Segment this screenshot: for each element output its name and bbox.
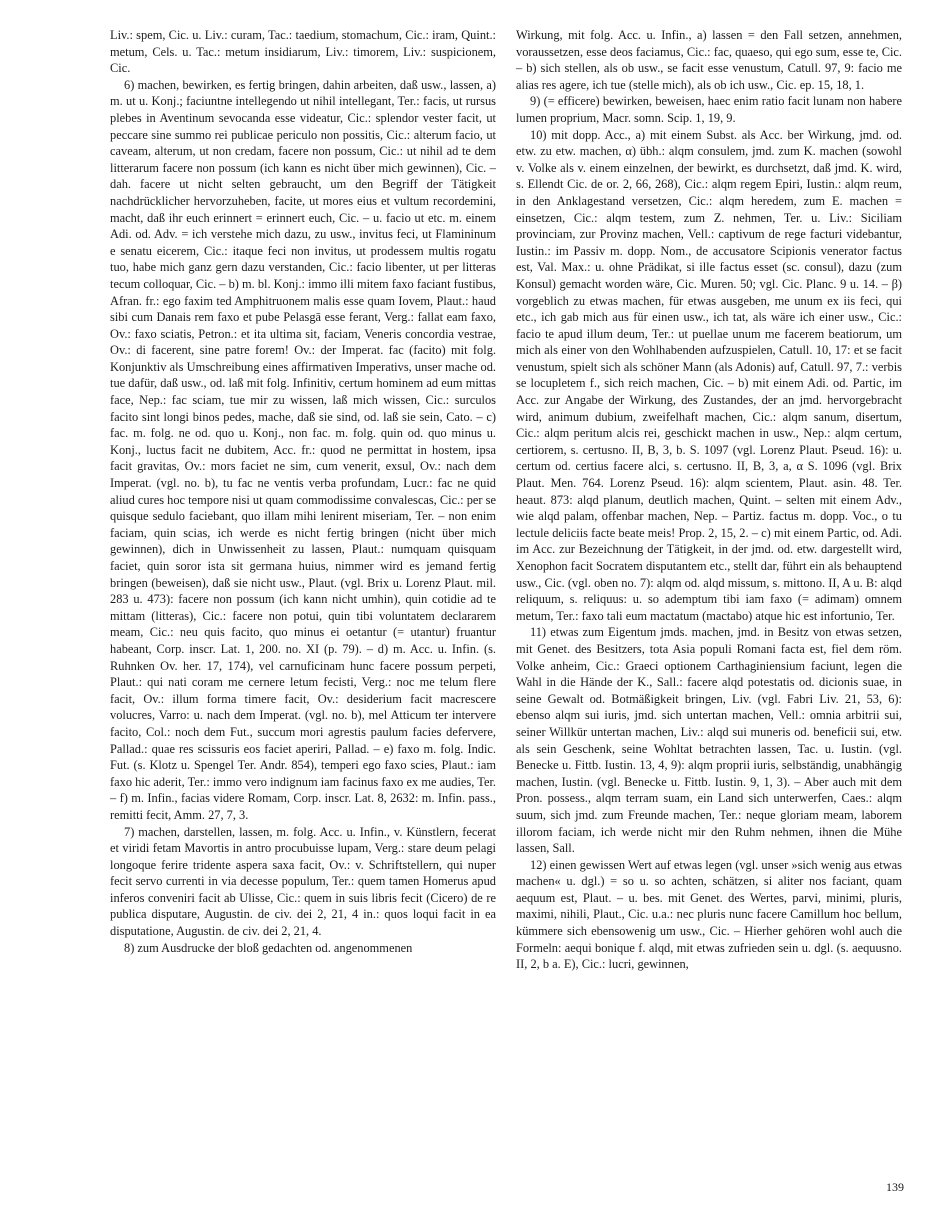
left-column bbox=[110, 27, 496, 956]
paragraph: 12) einen gewissen Wert auf etwas legen (vgl. unser »sich wenig aus etwas machen« u. dgl.) = so u. so achten, schätzen, si aliter nos faciant, quam aequum est, Plaut. – u. bes. mit Genet. des Wertes, parvi, minimi, pluris, maximi, nihili, Plaut., Cic. u.a.: nec pluris nunc facere Camillum hoc bellum, kümmere sich ebensowenig um usw., Cic. – Hierher gehören wohl auch die Formeln: aequi bonique f. alqd, mit etwas zufrieden sein u. dgl. (s. aequusno. II, 2, b a. E), Cic.: lucri, gewinnen, bbox=[516, 857, 902, 972]
paragraph: 8) zum Ausdrucke der bloß gedachten od. angenommenen bbox=[124, 940, 413, 955]
paragraph: 7) machen, darstellen, lassen, m. folg. Acc. u. Infin., v. Künstlern, fecerat et viridi fetam Mavortis in antro procubuisse lupam, Verg.: stare deum pelagi longoque ferire tridente aspera saxa facit, Ov.: v. Schriftstellern, qui nuper fecit servo currenti in via decesse populum, Ter.: quem tamen Homerus apud inferos conveniri facit ab Ulisse, Cic.: quem in suis libris fecit (Cicero) de re publica disputare, Augustin. de civ. dei 2, 21, 4 in.: quos loqui facit in ea disputatione, Augustin. de civ. dei 2, 21, 4. bbox=[110, 824, 496, 939]
paragraph: 6) machen, bewirken, es fertig bringen, dahin arbeiten, daß usw., lassen, a) m. ut u. Konj.; faciuntne intellegendo ut nihil intellegant, Ter.: facis, ut rursus plebes in Aventinum sevocanda esse videatur, Cic.: splendor vester facit, ut peccare sine summo rei publicae periculo non possitis, Cic.: alterum facio, ut caveam, alterum, ut non credam, facere non possum, Cic.: ut nihil ad te dem litterarum facere non possum (ich kann es nicht über mich gewinnen), Cic. – dah. facere ut nicht selten gebraucht, um den Begriff der Tätigkeit nachdrücklicher hervorzuheben, facite, ut mores eius et vultum recordemini, macht, daß ihr euch erinnert = erinnert euch, Cic. – u. facio ut etc. m. einem Adi. od. Adv. = ich verstehe mich dazu, zu usw., invitus feci, ut Flamininum e senatu eicerem, Cic.: itaque feci non invitus, ut prodessem multis rogatu tuo, habe mich ganz gern dazu verstanden, Cic.: facio libenter, ut per litteras tecum colloquar, Cic. – b) m. bl. Konj.: immo illi mitem faxo faciant fustibus, Afran. fr.: ego faxim ted Amphitruonem malis esse quam Iovem, Plaut.: haud sibi cum Danais rem faxo et pube Pelasgā esse ferant, Verg.: fallat eam faxo, Ov.: faxo sciatis, Petron.: et ita ultima sit, faciam, Veneris concordia vestrae, Ov.: di facerent, sine patre forem! Ov.: der Imperat. fac (facito) mit folg. Konjunktiv als Umschreibung eines affirmativen Imperativs, unser mache od. tue dafür, daß usw., od. laß mit folg. Infinitiv, certum hominem ad eum mittas face, Nep.: fac sciam, tue mir zu wissen, laß mich wissen, Cic.: surculos facito sint longi binos pedes, mache, daß sie sind, od. laß sie sein, Cato. – c) fac. m. folg. ne od. quo u. Konj., non fac. m. folg. quin od. quo minus u. Konj., luctus facit ne dubitem, Acc. fr.: quod ne permittat in hostem, ipsa facit gravitas, Ov.: mors faciet ne sim, cum venerit, exsul, Ov.: nach dem Imperat. (vgl. no. b), tu fac ne ventis verba profundam, Lucr.: fac ne quid aliud cures hoc tempore nisi ut quam commodissime convalescas, Cic.: per se quisque sedulo faciebant, quo illam mihi lenirent miseriam, Ter. – non enim faciam, quin scias, ich werde es nicht fertig bringen (nicht über mich gewinnen), dich in Unwissenheit zu lassen, Plaut.: numquam quisquam faciet, quin soror ista sit germana huius, nimmer wird es jemand fertig bringen (beweisen), daß sie nicht usw., Plaut. (vgl. Brix u. Lorenz Plaut. mil. 283 u. 473): facere non possum (ich kann nicht umhin), quin cotidie ad te mittam (litteras), Cic.: facere non potui, quin tibi voluntatem declararem meam, Cic.: neu quis facito, quo minus ei oetantur (= utantur) fruantur habeant, Corp. inscr. Lat. 1, 200. no. XI (p. 79). – d) m. Acc. u. Infin. (s. Ruhnken Ov. her. 17, 174), vel carnuficinam hunc facere possum perpeti, Plaut.: qui nati coram me cernere letum fecisti, Verg.: noc me telum flere facit, Ov.: illum forma timere facit, Ov.: desiderium facit macrescere volucres, Varro: u. nach dem Imperat. (vgl. no. b), mel Atticum ter intervere facito, Col.: noch dem Fut., succum mori agrestis paulum facies defervere, Pallad.: quae res scissuris eos faciet aperiri, Pallad. – e) faxo m. folg. Indic. Fut. (s. Klotz u. Spengel Ter. Andr. 854), temperi ego faxo scies, Plaut.: iam faxo hic aderit, Ter.: immo vero indignum iam facinus faxo ex me audies, Ter. – f) m. Infin., facias videre Romam, Corp. inscr. Lat. 8, 2632: m. Infin. pass., remitti fecit, Amm. 27, 7, 3. bbox=[110, 77, 496, 822]
page-number: 139 bbox=[886, 1180, 904, 1194]
paragraph: 10) mit dopp. Acc., a) mit einem Subst. als Acc. ber Wirkung, jmd. od. etw. zu etw. machen, α) übh.: alqm consulem, jmd. zum K. machen (sowohl v. Volke als v. einem einzelnen, der bewirkt, es durchsetzt, daß jmd. K. wird, s. Ellendt Cic. de or. 2, 66, 268), Cic.: alqm regem Epiri, Iustin.: alqm reum, in den Anklagestand versetzen, Cic.: alqm heredem, zum E. machen = einsetzen, Cic.: alqm testem, zum Z. nehmen, Ter. u. Liv.: Siciliam provinciam, zur Provinz machen, Vell.: captivum de rege facturi videbantur, Iustin.: im Passiv m. dopp. Nom., de accusatore Scipionis venerator factus est, Val. Max.: u. ohne Prädikat, si ille factus esset (sc. consul), dazu (zum Konsul) gemacht worden wäre, Cic. Muren. 50; vgl. Cic. Planc. 9 u. 14. – β) vorgeblich zu etwas machen, für etwas ausgeben, me unum ex iis feci, qui etc., ich gab mich aus für einen usw., ich tat, als wäre ich einer usw., Cic.: facio te apud illum deum, Ter.: ut puellae unum me facerem beatiorum, um mich als einer von den Wohlhabenden aufzuspielen, Catull. 10, 17: et se facit venustum, spielt sich als schöner Mann (als Adonis) auf, Catull. 97, 7.: verbis se locupletem f., sich reich machen, Cic. – b) mit einem Adi. od. Partic, im Acc. zur Angabe der Wirkung, des Zustandes, der an jmd. hervorgebracht wird, animum dubium, zweifelhaft machen, Cic.: alqm sanum, disertum, Cic.: alqm peritum alcis rei, geschickt machen in usw., Nep.: alqm certum, certiorem, s. certusno. II, B, 3, b. S. 1097 (vgl. Lorenz Plaut. Pseud. 16): u. certum od. certius facere alci, s. certusno. II, B, 3, a, α S. 1096 (vgl. Brix Plaut. Men. 764. Lorenz Pseud. 16): alqm scientem, Plaut. asin. 48. Ter. heaut. 873: alqd planum, deutlich machen, Quint. – selten mit einem Adv., wie alqd palam, offenbar machen, Nep. – Partiz. factus m. dopp. Voc., o tu lectule deliciis facte beate meis! Prop. 2, 15, 2. – c) mit einem Partic, od. Adi. im Acc. zur Bezeichnung der Tätigkeit, in der jmd. od. etw. dargestellt wird, Xenophon facit Socratem disputantem etc., stellt dar, führt ein als behauptend usw., Cic. (vgl. oben no. 7): alqm od. alqd missum, s. mittono. II, A u. B: alqd reliquum, s. reliquus: u. so ademptum tibi iam faxo (= adimam) omnem metum, Ter.: faxo tali eum mactatum (mactabo) atque hic est infortunio, Ter. bbox=[516, 127, 902, 623]
paragraph: Wirkung, mit folg. Acc. u. Infin., a) lassen = den Fall setzen, annehmen, voraussetzen, esse deos faciamus, Cic.: fac, quaeso, qui ego sum, esse te, Cic. – b) sich stellen, als ob usw., se facit esse venustum, Catull. 97, 9: facio me alias res agere, ich tue (stelle mich), als ob ich usw., Cic. ep. 15, 18, 1. bbox=[516, 28, 902, 92]
right-column bbox=[516, 27, 902, 973]
paragraph: 11) etwas zum Eigentum jmds. machen, jmd. in Besitz von etwas setzen, mit Genet. des Besitzers, tota Asia populi Romani facta est, fiel dem röm. Volke anheim, Cic.: Graeci optionem Carthaginiensium faciunt, legen die Wahl in die Hände der K., Sall.: facere alqd potestatis od. dicionis suae, in seine Gewalt od. Botmäßigkeit bringen, Liv. (vgl. Fabri Liv. 21, 53, 6): ebenso alqm sui iuris, jmd. sich untertan machen, Vell.: omnia arbitrii sui, seiner Willkür untertan machen, Liv.: alqd sui muneris od. beneficii sui, etw. als sein Geschenk, seine Wohltat betrachten lassen, Tac. u. Iustin. (vgl. Benecke u. Fittb. Iustin. 13, 4, 9): alqm proprii iuris, selbständig, unabhängig machen, Iustin. (vgl. Benecke u. Fittb. Iustin. 9, 1, 3). – Aber auch mit dem Pron. possess., alqm terram suam, ein Land sich unterwerfen, Caes.: alqm suum, sich jmd. zum Freunde machen, Ter.: neque gloriam meam, laborem illorom faciam, ich werde nicht mir den Ruhm nehmen, ihnen die Mühe lassen, Sall. bbox=[516, 625, 902, 856]
paragraph: 9) (= efficere) bewirken, beweisen, haec enim ratio facit lunam non habere lumen proprium, Macr. somn. Scip. 1, 19, 9. bbox=[516, 94, 902, 125]
paragraph: Liv.: spem, Cic. u. Liv.: curam, Tac.: taedium, stomachum, Cic.: iram, Quint.: metum, Cels. u. Tac.: metum insidiarum, Liv.: timorem, Liv.: suspicionem, Cic. bbox=[110, 28, 496, 76]
